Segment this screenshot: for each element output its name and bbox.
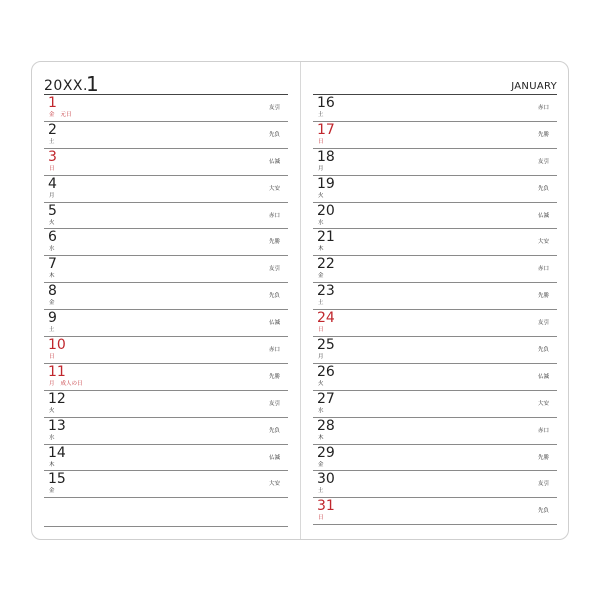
weekday-label [318,193,324,200]
day-row[interactable] [44,418,288,445]
weekday-label [49,488,55,495]
rokuyo-label: 大安 [537,239,549,246]
day-number: 13 [48,417,66,434]
day-row[interactable] [313,256,557,283]
weekday-text: 月 [318,354,324,361]
rokuyo-label: 先勝 [537,293,549,300]
weekday-label [49,139,55,146]
weekday-text: 日 [318,138,324,145]
weekday-label [318,515,324,522]
blank-note-line [44,526,288,527]
weekday-text: 日 [49,354,55,361]
day-number: 21 [317,229,335,246]
weekday-text: 月 [49,380,55,387]
day-number: 3 [48,148,57,165]
weekday-text: 水 [318,219,324,226]
rokuyo-label: 友引 [537,320,549,327]
weekday-text: 水 [49,434,55,441]
weekday-label [49,300,55,307]
weekday-text: 金 [318,461,324,468]
weekday-label [318,435,324,442]
weekday-label [318,488,324,495]
weekday-text: 土 [318,112,324,118]
day-number: 7 [48,256,57,273]
day-number: 26 [317,363,335,380]
rokuyo-label: 先負 [268,293,280,300]
day-row[interactable] [44,337,288,364]
weekday-label [49,408,55,415]
day-number: 15 [48,471,66,488]
left-page [32,62,300,539]
rokuyo-label: 先負 [537,185,549,192]
left-day-list [44,95,288,498]
weekday-label [49,166,55,173]
weekday-text: 火 [318,380,324,387]
day-number: 28 [317,417,335,434]
weekday-label [318,246,324,253]
rokuyo-label: 先勝 [537,454,549,461]
weekday-text: 土 [49,327,55,334]
day-row[interactable] [44,203,288,230]
day-number: 16 [317,95,335,111]
rokuyo-label: 仏滅 [268,454,280,461]
day-row[interactable] [44,122,288,149]
rokuyo-label: 赤口 [268,347,280,354]
day-number: 29 [317,444,335,461]
day-number: 24 [317,310,335,327]
day-number: 27 [317,390,335,407]
day-row[interactable] [313,364,557,391]
weekday-text: 金 [49,112,55,118]
day-number: 18 [317,148,335,165]
rokuyo-label: 友引 [537,158,549,165]
rokuyo-label: 赤口 [537,105,549,111]
day-row[interactable] [313,95,557,122]
day-number: 4 [48,175,57,192]
day-row[interactable] [44,283,288,310]
day-row[interactable] [313,149,557,176]
weekday-text: 土 [318,300,324,307]
weekday-text: 月 [49,192,55,199]
day-row[interactable] [44,445,288,472]
rokuyo-label: 仏滅 [268,158,280,165]
weekday-text: 日 [49,165,55,172]
weekday-label [318,139,324,146]
day-number: 17 [317,121,335,138]
weekday-label [318,166,324,173]
weekday-label [318,408,324,415]
year-label: 20XX. [44,78,88,94]
weekday-label [49,220,55,227]
weekday-text: 木 [318,434,324,441]
weekday-label [318,300,324,307]
day-row[interactable] [313,337,557,364]
weekday-text: 水 [318,407,324,414]
weekday-text: 火 [49,219,55,226]
weekday-text: 水 [49,246,55,253]
weekday-text: 木 [49,273,55,280]
weekday-label [49,112,72,119]
rokuyo-label: 友引 [268,266,280,273]
month-name: JANUARY [511,81,557,92]
rokuyo-label: 友引 [537,481,549,488]
weekday-text: 金 [49,488,55,495]
day-row[interactable] [44,176,288,203]
day-row[interactable] [313,445,557,472]
day-number: 10 [48,337,66,354]
day-row[interactable] [313,229,557,256]
rokuyo-label: 友引 [268,400,280,407]
weekday-label [49,327,55,334]
day-row[interactable] [313,391,557,418]
day-number: 11 [48,363,66,380]
day-number: 19 [317,175,335,192]
rokuyo-label: 赤口 [537,427,549,434]
day-number: 6 [48,229,57,246]
day-number: 12 [48,390,66,407]
rokuyo-label: 友引 [268,105,280,111]
weekday-label [49,381,83,388]
weekday-label [318,112,324,119]
day-number: 1 [48,95,57,111]
rokuyo-label: 仏滅 [537,212,549,219]
day-row[interactable] [313,418,557,445]
day-row[interactable] [44,310,288,337]
day-number: 14 [48,444,66,461]
weekday-text: 日 [318,327,324,334]
weekday-label [49,462,55,469]
weekday-label [318,381,324,388]
rokuyo-label: 先負 [537,508,549,515]
day-row[interactable] [313,471,557,498]
day-number: 30 [317,471,335,488]
weekday-text: 木 [49,461,55,468]
right-day-list [313,95,557,525]
day-row[interactable] [44,229,288,256]
planner-spread [31,61,569,540]
rokuyo-label: 大安 [268,185,280,192]
rokuyo-label: 大安 [268,481,280,488]
day-row[interactable] [44,364,288,391]
weekday-text: 金 [49,300,55,307]
left-page-header [44,70,288,94]
weekday-label [318,220,324,227]
day-number: 8 [48,283,57,300]
day-number: 20 [317,202,335,219]
weekday-label [318,273,324,280]
weekday-label [49,435,55,442]
holiday-name: 成人の日 [60,380,83,387]
rokuyo-label: 先負 [537,347,549,354]
day-row[interactable] [44,95,288,122]
day-number: 22 [317,256,335,273]
rokuyo-label: 先負 [268,427,280,434]
day-row[interactable] [313,283,557,310]
rokuyo-label: 先負 [268,131,280,138]
day-row[interactable] [313,122,557,149]
day-number: 23 [317,283,335,300]
day-number: 25 [317,337,335,354]
day-number: 31 [317,498,335,515]
day-row[interactable] [313,176,557,203]
right-page [301,62,569,539]
rokuyo-label: 先勝 [268,239,280,246]
rokuyo-label: 先勝 [537,131,549,138]
weekday-text: 日 [318,515,324,522]
rokuyo-label: 仏滅 [268,320,280,327]
weekday-label [318,327,324,334]
day-number: 5 [48,202,57,219]
rokuyo-label: 赤口 [268,212,280,219]
rokuyo-label: 赤口 [537,266,549,273]
weekday-label [49,354,55,361]
weekday-text: 土 [49,138,55,145]
weekday-text: 火 [318,192,324,199]
weekday-text: 金 [318,273,324,280]
weekday-label [49,193,55,200]
day-row[interactable] [313,310,557,337]
day-number: 9 [48,310,57,327]
rokuyo-label: 大安 [537,400,549,407]
day-row[interactable] [313,203,557,230]
day-row[interactable] [44,391,288,418]
weekday-label [318,354,324,361]
weekday-label [318,462,324,469]
right-page-header [313,70,557,94]
month-number: 1 [86,72,99,96]
weekday-text: 月 [318,165,324,172]
weekday-text: 木 [318,246,324,253]
day-number: 2 [48,121,57,138]
day-row[interactable] [44,471,288,498]
day-row[interactable] [313,498,557,525]
rokuyo-label: 仏滅 [537,373,549,380]
weekday-label [49,246,55,253]
rokuyo-label: 先勝 [268,373,280,380]
weekday-text: 火 [49,407,55,414]
holiday-name: 元日 [60,112,72,118]
day-row[interactable] [44,256,288,283]
weekday-text: 土 [318,488,324,495]
weekday-label [49,273,55,280]
day-row[interactable] [44,149,288,176]
